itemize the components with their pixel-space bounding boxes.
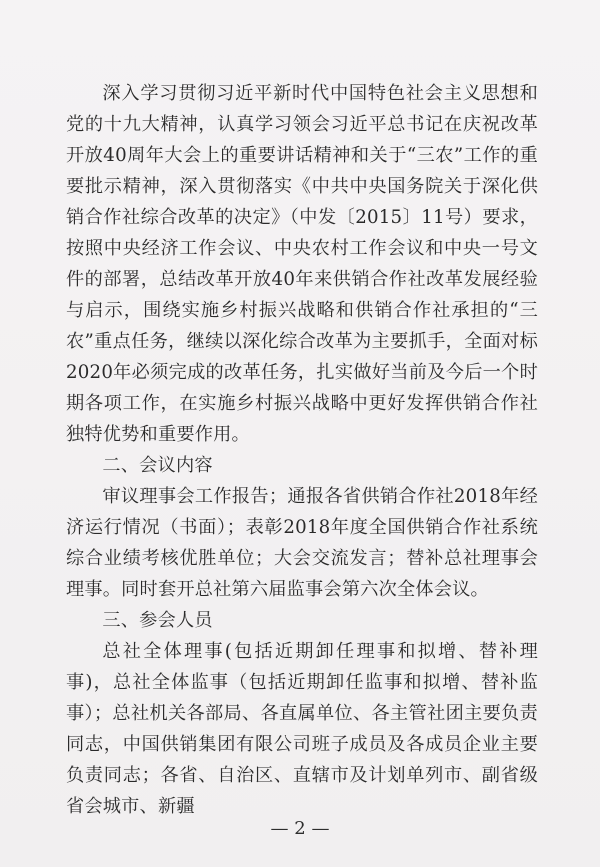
section-3-heading: 三、参会人员 <box>102 610 213 631</box>
section-3-paragraph: 总社全体理事(包括近期卸任理事和拟增、替补理事)，总社全体监事（包括近期卸任监事和拟增、替补监事）；总社机关各部局、各直属单位、各主管社团主要负责同志，中国供销集团有限公司班子成员及各成员企业主要负责同志；各省、自治区、直辖市及计划单列市、副省级省会城市、新疆 <box>66 641 538 817</box>
section-2-heading: 二、会议内容 <box>102 455 213 476</box>
section-2-paragraph: 审议理事会工作报告；通报各省供销合作社2018年经济运行情况（书面）；表彰2018年度全国供销合作社系统综合业绩考核优胜单位；大会交流发言；替补总社理事会理事。同时套开总社第六届监事会第六次全体会议。 <box>66 486 538 600</box>
page-number: — 2 — <box>270 818 330 839</box>
intro-paragraph: 深入学习贯彻习近平新时代中国特色社会主义思想和党的十九大精神，认真学习领会习近平总书记在庆祝改革开放40周年大会上的重要讲话精神和关于“三农”工作的重要批示精神，深入贯彻落实《中共中央国务院关于深化供销合作社综合改革的决定》（中发〔2015〕11号）要求，按照中央经济工作会议、中央农村工作会议和中央一号文件的部署，总结改革开放40年来供销合作社改革发展经验与启示，围绕实施乡村振兴战略和供销合作社承担的“三农”重点任务，继续以深化综合改革为主要抓手，全面对标2020年必须完成的改革任务，扎实做好当前及今后一个时期各项工作，在实施乡村振兴战略中更好发挥供销合作社独特优势和重要作用。 <box>66 83 538 445</box>
